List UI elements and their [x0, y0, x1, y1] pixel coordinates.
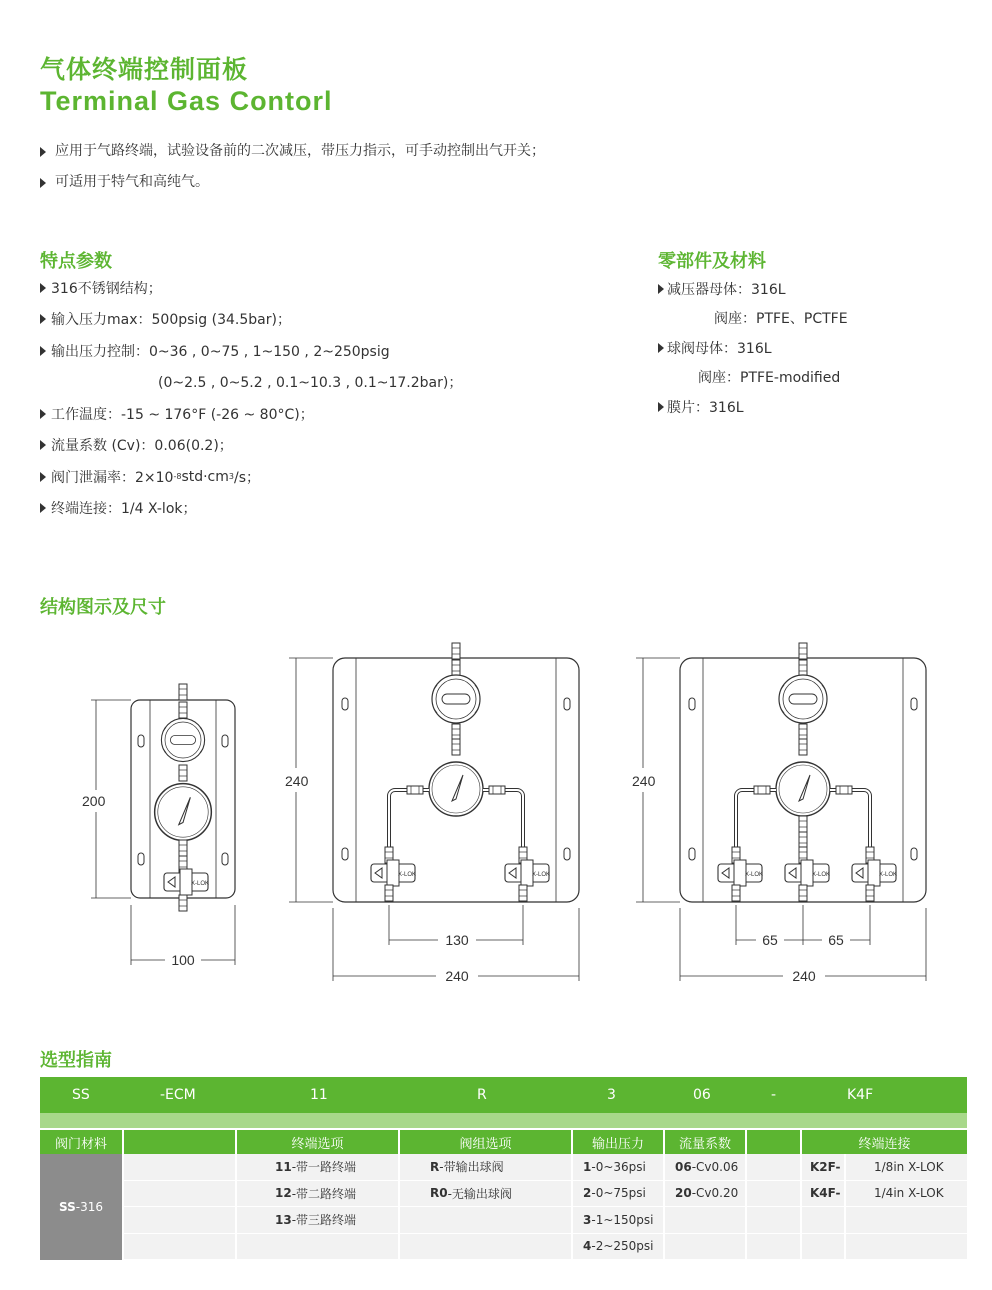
- code-part: K4F: [847, 1087, 874, 1103]
- triangle-bullet-icon: [40, 147, 46, 157]
- part-item-continued: 阀座：PTFE-modified: [698, 370, 841, 387]
- connection-text-column: [846, 1154, 967, 1260]
- pressure-column: [573, 1154, 665, 1260]
- header-blank: [747, 1128, 802, 1154]
- dim-d3-height: 240: [632, 773, 656, 789]
- table-row: K4F-: [802, 1181, 846, 1208]
- table-row: 2 -0~75psi: [573, 1181, 665, 1208]
- triangle-bullet-icon: [40, 314, 46, 324]
- table-row: 20 -Cv0.20: [665, 1181, 747, 1208]
- part-item: 膜片：316L: [658, 392, 848, 422]
- table-row: 12 -带二路终端: [237, 1181, 400, 1208]
- drawing-single: [82, 684, 235, 968]
- triangle-bullet-icon: [40, 178, 46, 188]
- triangle-bullet-icon: [40, 346, 46, 356]
- triangle-bullet-icon: [40, 472, 46, 482]
- header-terminal: 终端选项: [237, 1128, 400, 1154]
- part-item: 减压器母体：316L: [658, 274, 848, 304]
- dim-d2-width: 240: [445, 968, 469, 984]
- code-part: 3: [607, 1087, 616, 1103]
- model-code-bar: [40, 1077, 967, 1113]
- table-row: 06 -Cv0.06: [665, 1154, 747, 1181]
- table-row: R -带输出球阀: [400, 1154, 573, 1181]
- dim-d3-span-right: 65: [828, 932, 844, 948]
- terminal-column: [237, 1154, 400, 1260]
- valve-column: [400, 1154, 573, 1260]
- feature-item: 输出压力控制：0~36 , 0~75 , 1~150 , 2~250psig: [40, 335, 462, 367]
- triangle-bullet-icon: [658, 343, 664, 353]
- page-title-cn: 气体终端控制面板: [40, 55, 249, 84]
- table-row: 1/8in X-LOK: [846, 1154, 967, 1181]
- feature-item: 316不锈钢结构；: [40, 272, 462, 304]
- triangle-bullet-icon: [40, 440, 46, 450]
- feature-item-continued: (0~2.5 , 0~5.2 , 0.1~10.3 , 0.1~17.2bar)；: [158, 375, 463, 392]
- table-header: [40, 1128, 967, 1154]
- code-part: -: [771, 1087, 777, 1103]
- material-cell: SS -316: [40, 1154, 124, 1260]
- table-row: 13 -带三路终端: [237, 1207, 400, 1234]
- code-part: 11: [310, 1087, 328, 1103]
- header-blank: [124, 1128, 237, 1154]
- selection-table: [40, 1077, 967, 1260]
- triangle-bullet-icon: [40, 503, 46, 513]
- part-item: 球阀母体：316L: [658, 333, 848, 363]
- header-connection: 终端连接: [802, 1128, 967, 1154]
- dim-d3-span-left: 65: [762, 932, 778, 948]
- code-part: -ECM: [160, 1087, 196, 1103]
- features-heading: 特点参数: [40, 251, 112, 272]
- blank-column: [747, 1154, 802, 1260]
- code-part: R: [477, 1087, 487, 1103]
- feature-item: 输入压力max：500psig (34.5bar)；: [40, 304, 462, 336]
- table-row: R0 -无输出球阀: [400, 1181, 573, 1208]
- parts-heading: 零部件及材料: [658, 251, 766, 272]
- triangle-bullet-icon: [658, 284, 664, 294]
- header-material: 阀门材料: [40, 1128, 124, 1154]
- drawing-double: [285, 643, 579, 984]
- feature-item: 阀门泄漏率：2×10 -8 std·cm 3 /s；: [40, 461, 462, 493]
- cv-column: [665, 1154, 747, 1260]
- selection-heading: 选型指南: [40, 1050, 112, 1071]
- table-row: 1/4in X-LOK: [846, 1181, 967, 1208]
- dim-d1-width: 100: [171, 952, 195, 968]
- table-row: 4 -2~250psi: [573, 1234, 665, 1261]
- page-title-en: Terminal Gas Contorl: [40, 86, 333, 116]
- triangle-bullet-icon: [658, 402, 664, 412]
- part-item-continued: 阀座：PTFE、PCTFE: [714, 311, 848, 328]
- parts-list: [658, 274, 848, 422]
- table-row: K2F-: [802, 1154, 846, 1181]
- table-row: 1 -0~36psi: [573, 1154, 665, 1181]
- intro-item: 可适用于特气和高纯气。: [40, 167, 545, 198]
- code-separator: [40, 1113, 967, 1128]
- code-part: SS: [72, 1087, 90, 1103]
- dim-d1-height: 200: [82, 793, 106, 809]
- feature-item: 工作温度：-15 ~ 176°F (-26 ~ 80°C)；: [40, 398, 462, 430]
- table-row: 3 -1~150psi: [573, 1207, 665, 1234]
- intro-list: [40, 136, 545, 198]
- dimension-drawings: X-LOK 200 100 240 130 240 240 65 65 240: [0, 630, 992, 990]
- drawing-triple: [632, 643, 926, 984]
- dim-d2-height: 240: [285, 773, 309, 789]
- features-list: [40, 272, 462, 524]
- triangle-bullet-icon: [40, 283, 46, 293]
- table-body: [40, 1154, 967, 1260]
- blank-column: [124, 1154, 237, 1260]
- intro-item: 应用于气路终端，试验设备前的二次减压，带压力指示，可手动控制出气开关；: [40, 136, 545, 167]
- triangle-bullet-icon: [40, 409, 46, 419]
- connection-code-column: [802, 1154, 846, 1260]
- dim-d3-width: 240: [792, 968, 816, 984]
- header-pressure: 输出压力: [573, 1128, 665, 1154]
- feature-item: 流量系数 (Cv)：0.06(0.2)；: [40, 430, 462, 462]
- table-row: 11 -带一路终端: [237, 1154, 400, 1181]
- diagram-heading: 结构图示及尺寸: [40, 597, 166, 618]
- header-cv: 流量系数: [665, 1128, 747, 1154]
- header-valve: 阀组选项: [400, 1128, 573, 1154]
- feature-item: 终端连接：1/4 X-lok；: [40, 493, 462, 525]
- dim-d2-span: 130: [445, 932, 469, 948]
- code-part: 06: [693, 1087, 711, 1103]
